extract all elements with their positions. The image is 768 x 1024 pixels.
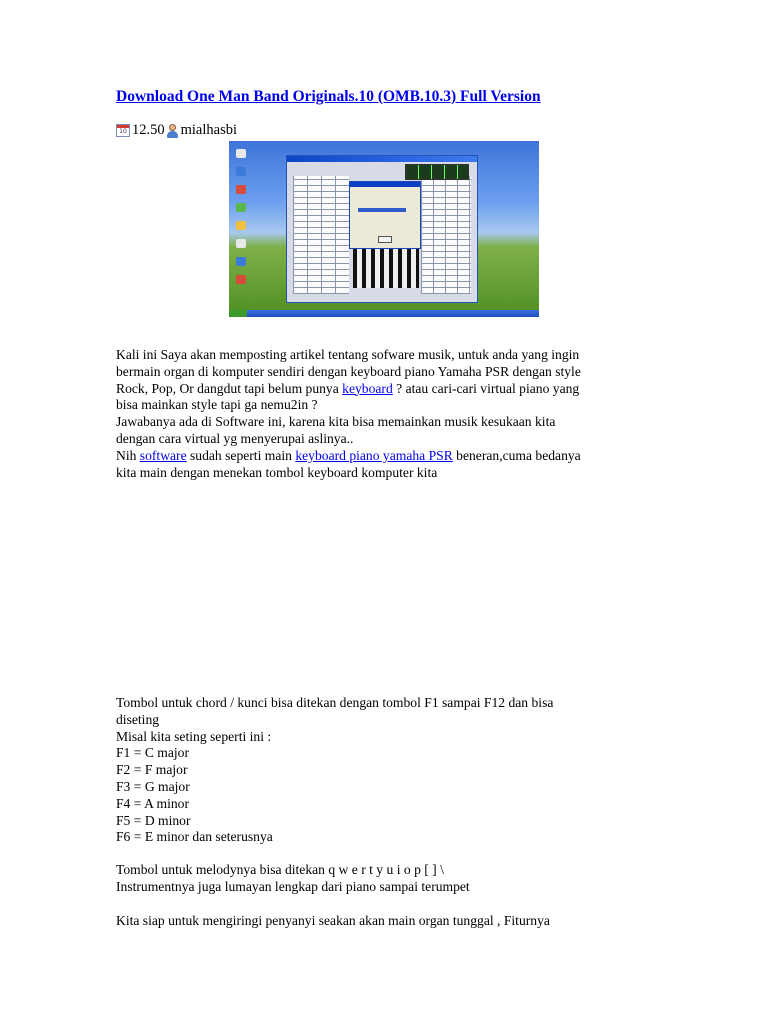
keyboard-link[interactable]: keyboard [342, 380, 393, 396]
calendar-icon: 10 [116, 124, 130, 137]
post-author: mialhasbi [180, 122, 238, 138]
post-meta [116, 122, 237, 139]
post-time: 12.50 [132, 122, 165, 138]
keyboard-piano-yamaha-psr-link[interactable]: keyboard piano yamaha PSR [295, 447, 453, 463]
taskbar [229, 310, 539, 317]
desktop-icons [231, 149, 261, 293]
chords-paragraph: Tombol untuk chord / kunci bisa ditekan dengan tombol F1 sampai F12 dan bisa diseting Misal kita seting seperti ini : F1 = C major F2 = F major F3 = G major F4 = A minor F5 = D minor F6 = E minor dan seterusnya [116, 695, 654, 846]
chord-item: F4 = A minor [116, 795, 190, 811]
intro-paragraph: Kali ini Saya akan memposting artikel tentang sofware musik, untuk anda yang ingin bermain organ di komputer sendiri dengan keyboard piano Yamaha PSR dengan style Rock, Pop, Or dangdut tapi belum punya keyboard ? atau cari-cari virtual piano yang bisa mainkan style tapi ga nemu2in ? Jawabanya ada di Software ini, karena kita bisa memainkan musik kesukaan kita dengan cara virtual yg menyerupai aslinya.. Nih software sudah seperti main keyboard piano yamaha PSR beneran,cuma bedanya kita main dengan menekan tombol keyboard komputer kita [116, 347, 581, 480]
melody-paragraph: Tombol untuk melodynya bisa ditekan q w e r t y u i o p [ ] \ Instrumentnya juga lumayan lengkap dari piano sampai terumpet [116, 862, 470, 894]
article-title-link[interactable]: Download One Man Band Originals.10 (OMB.10.3) Full Version [116, 88, 541, 105]
chord-item: F1 = C major [116, 745, 189, 761]
closing-paragraph: Kita siap untuk mengiringi penyanyi seakan akan main organ tunggal , Fiturnya [116, 913, 550, 928]
software-screenshot-image [229, 141, 539, 317]
software-link[interactable]: software [139, 447, 187, 463]
chord-item: F5 = D minor [116, 812, 191, 828]
chord-item: F3 = G major [116, 778, 190, 794]
user-icon [166, 124, 179, 138]
about-dialog [349, 181, 421, 249]
chord-item: F6 = E minor dan seterusnya [116, 829, 273, 845]
chord-item: F2 = F major [116, 762, 188, 778]
